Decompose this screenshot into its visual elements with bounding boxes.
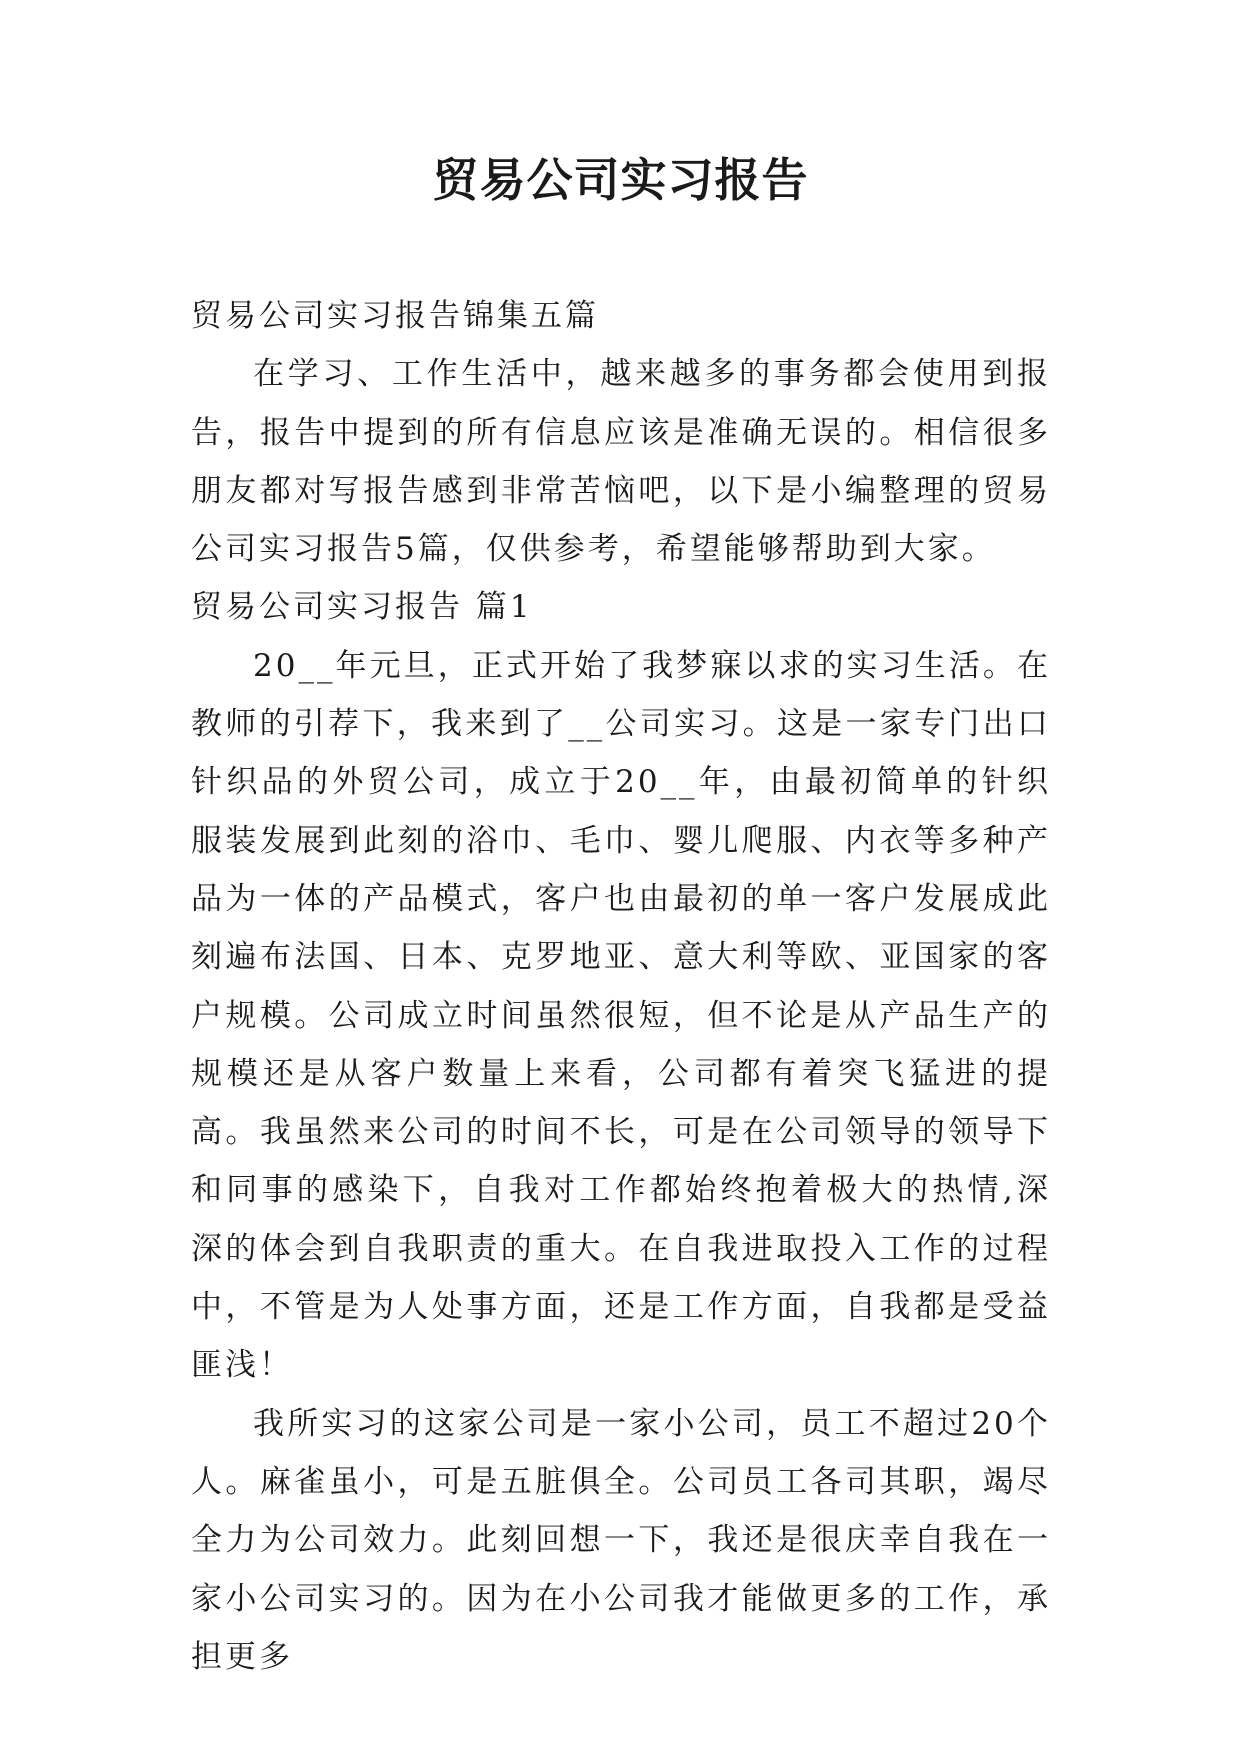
document-body [191, 287, 1051, 1686]
document-title: 贸易公司实习报告 [432, 153, 809, 207]
body-paragraph: 我所实习的这家公司是一家小公司，员工不超过20个人。麻雀虽小，可是五脏俱全。公司员工各司其职，竭尽全力为公司效力。此刻回想一下，我还是很庆幸自我在一家小公司实习的。因为在小公司我才能做更多的工作，承担更多 [191, 1405, 1051, 1675]
intro-paragraph: 在学习、工作生活中，越来越多的事务都会使用到报告，报告中提到的所有信息应该是准确无误的。相信很多朋友都对写报告感到非常苦恼吧，以下是小编整理的贸易公司实习报告5篇，仅供参考，希望能够帮助到大家。 [191, 356, 1051, 568]
section-heading: 贸易公司实习报告 篇1 [191, 589, 533, 626]
document-subtitle: 贸易公司实习报告锦集五篇 [191, 298, 599, 334]
body-paragraph: 20__年元旦，正式开始了我梦寐以求的实习生活。在教师的引荐下，我来到了__公司实习。这是一家专门出口针织品的外贸公司，成立于20__年，由最初简单的针织服装发展到此刻的浴巾、毛巾、婴儿爬服、内衣等多种产品为一体的产品模式，客户也由最初的单一客户发展成此刻遍布法国、日本、克罗地亚、意大利等欧、亚国家的客户规模。公司成立时间虽然很短，但不论是从产品生产的规模还是从客户数量上来看，公司都有着突飞猛进的提高。我虽然来公司的时间不长，可是在公司领导的领导下和同事的感染下，自我对工作都始终抱着极大的热情,深深的体会到自我职责的重大。在自我进取投入工作的过程中，不管是为人处事方面，还是工作方面，自我都是受益匪浅！ [191, 647, 1051, 1384]
